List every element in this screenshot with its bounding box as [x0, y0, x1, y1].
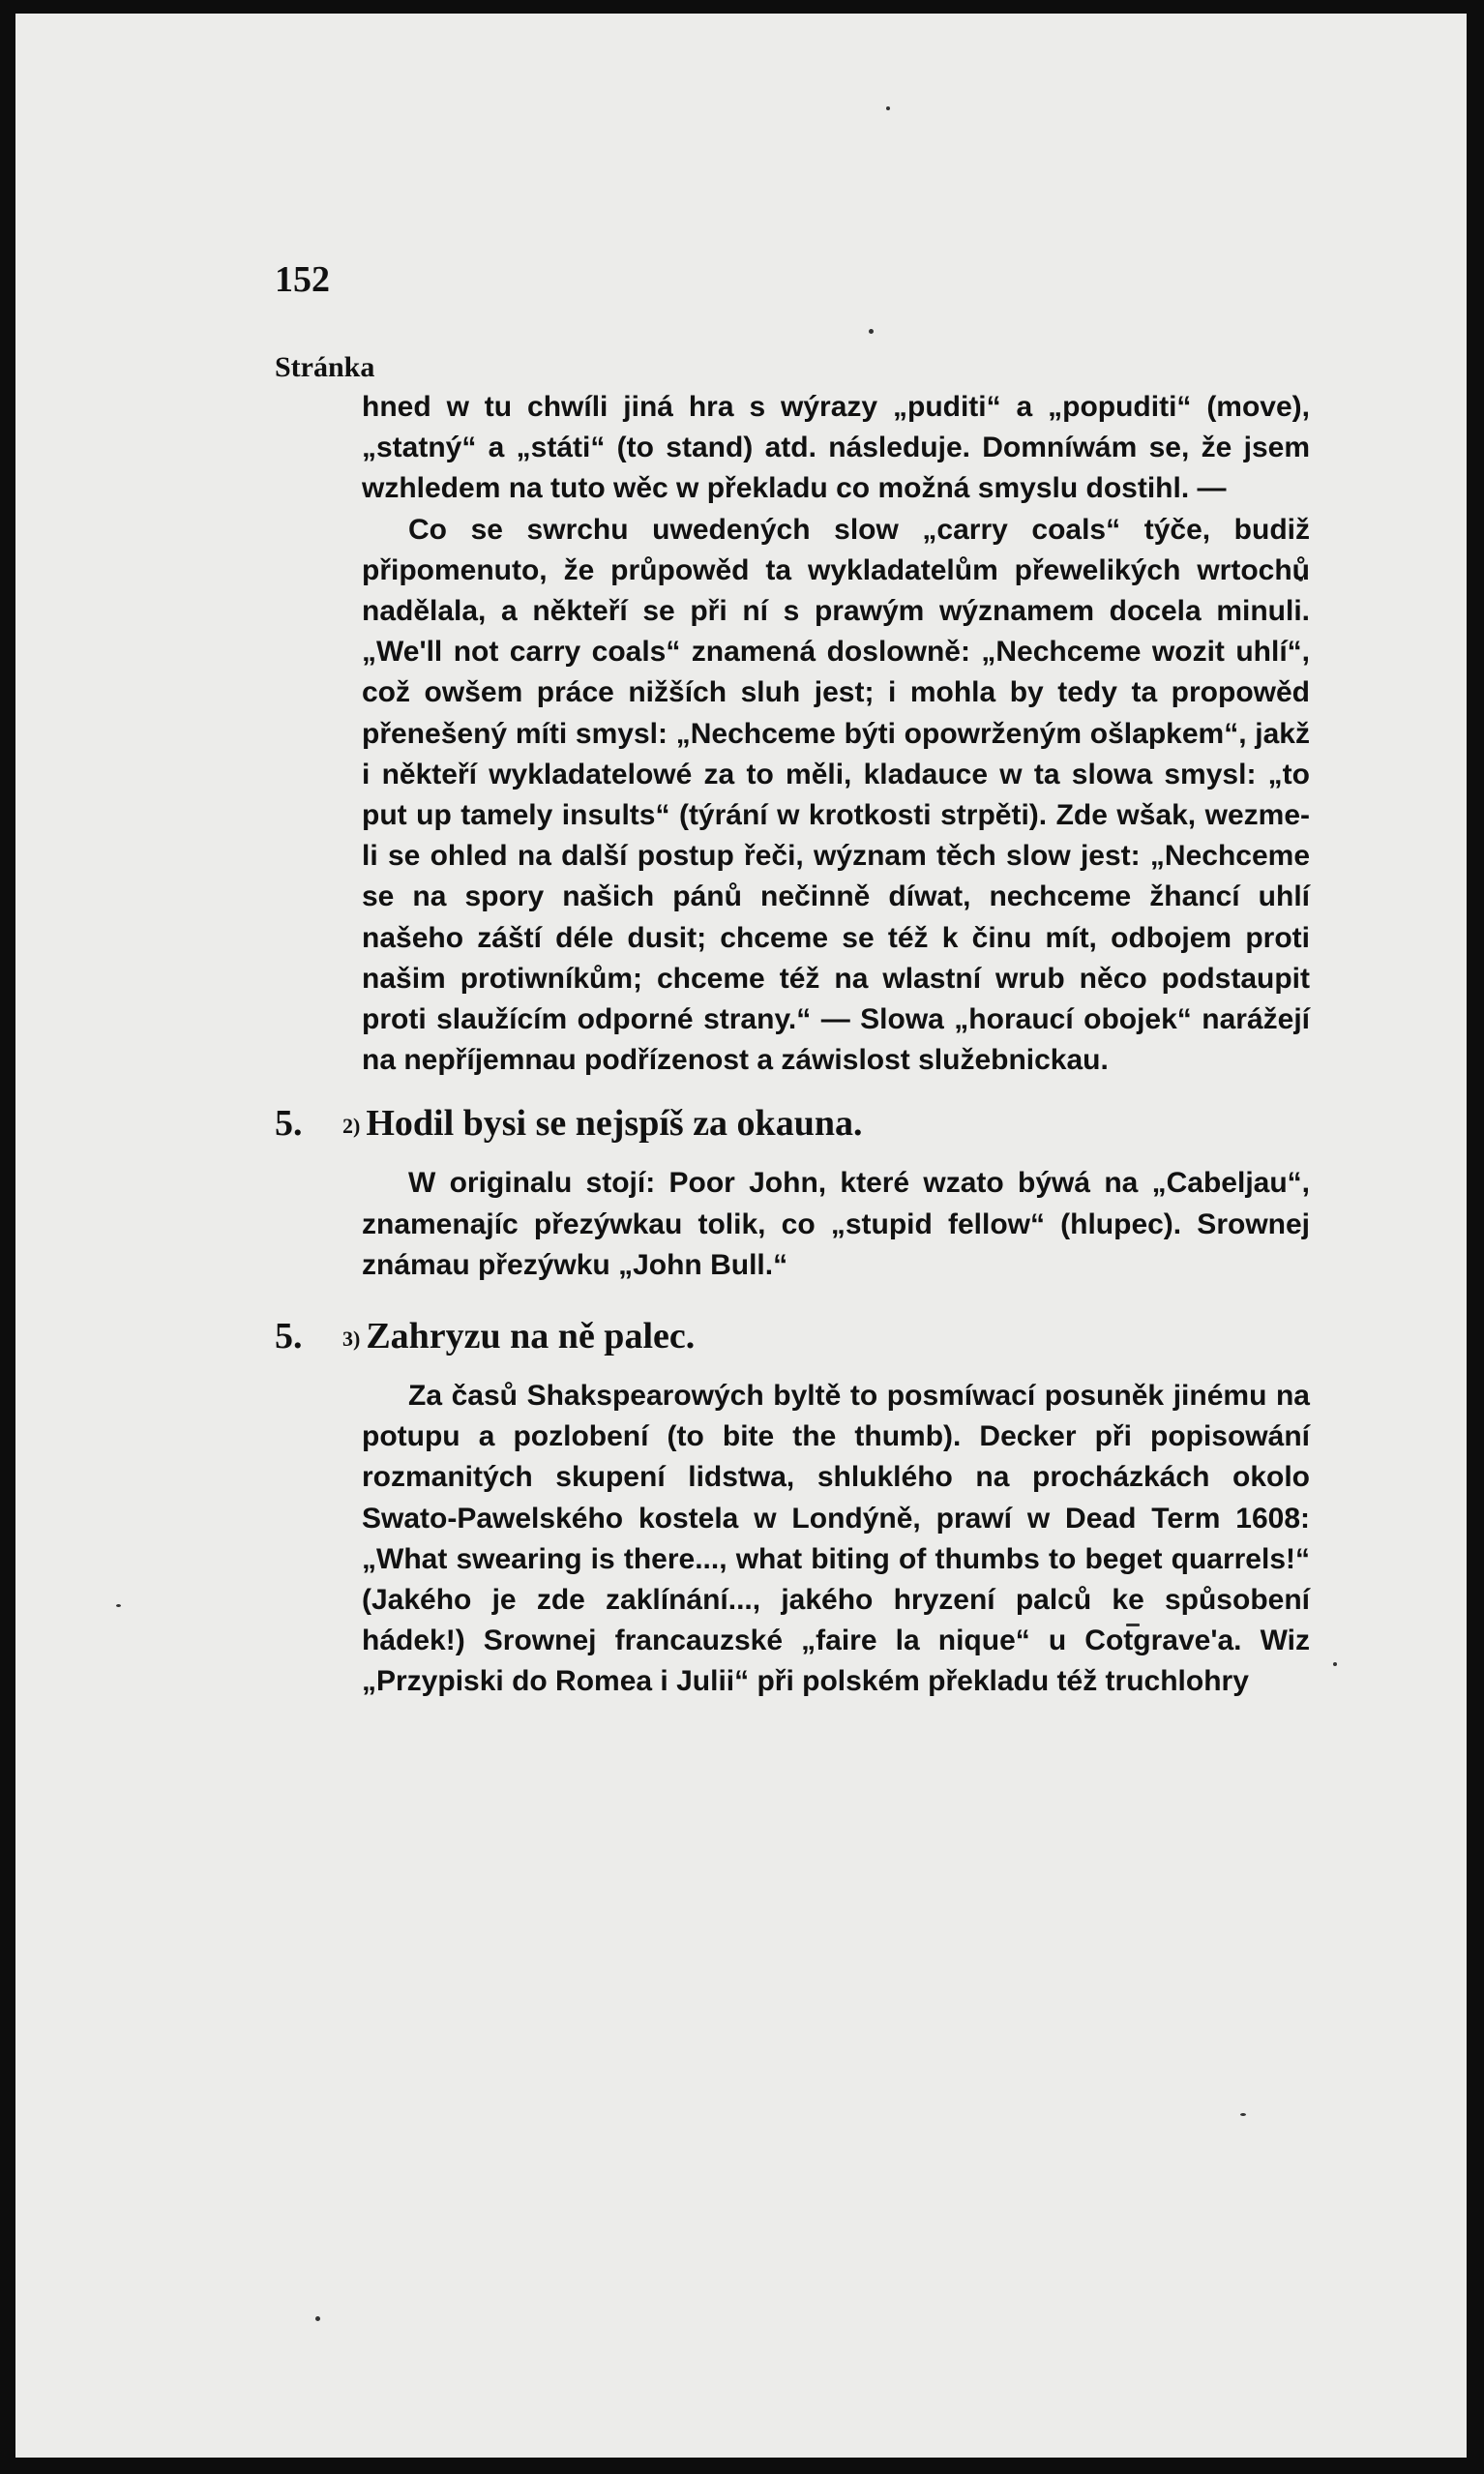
- paragraph-continuation: hned w tu chwíli jiná hra s wýrazy „puditi“ a „popuditi“ (move), „statný“ a „státi“ (to stand) atd. následuje. Domníwám se, že jsem wzhledem na tuto wěc w překladu co možná smyslu dostihl. —: [362, 391, 1310, 505]
- paper-speck: [315, 2316, 320, 2321]
- paper-speck: [116, 1604, 121, 1607]
- book-page: [15, 14, 1467, 2458]
- page-number: 152: [275, 259, 330, 300]
- page-content: [275, 261, 1310, 1703]
- note-heading: [275, 1102, 1310, 1149]
- note-mark: 3): [342, 1326, 361, 1352]
- paper-speck: [1333, 1662, 1337, 1666]
- paper-speck: [886, 106, 890, 110]
- page-label: Stránka: [275, 351, 375, 383]
- note-number: 5.: [275, 1316, 303, 1357]
- note-title: Hodil bysi se nejspíš za okauna.: [366, 1103, 863, 1145]
- note-number: 5.: [275, 1103, 303, 1145]
- note-mark: 2): [342, 1114, 361, 1139]
- note-body: [362, 1376, 1310, 1703]
- commentary-block: [362, 387, 1310, 1081]
- paragraph-carry-coals: Co se swrchu uwedených slow „carry coals“ týče, budiž připomenuto, že průpowěd ta wykladatelům přewelikých wrtochů nadělala, a někteří se při ní s prawým wýznamem docela minuli. „We'll not carry coals“ znamená doslowně: „Nechceme wozit uhlí“, což owšem práce nižších sluh jest; i mohla by tedy ta propowěd přenešený míti smysl: „Nechceme býti opowrženým ošlapkem“, jakž i někteří wykladatelowé za to měli, kladauce w ta slowa smysl: „to put up tamely insults“ (týrání w krotkosti strpěti). Zde wšak, wezme-li se ohled na další postup řeči, wýznam těch slow jest: „Nechceme se na spory našich pánů nečinně díwat, nechceme žhancí uhlí našeho záští déle dusit; chceme se též k činu mít, odbojem proti našim protiwníkům; chceme též na wlastní wrub něco podstaupit proti slaužícím odporné strany.“ — Slowa „horaucí obojek“ narážejí na nepříjemnau podřízenost a záwislost služebnickau.: [362, 513, 1310, 1077]
- note-heading: [275, 1315, 1310, 1362]
- note-text: W originalu stojí: Poor John, které wzato býwá na „Cabeljau“, znamenajíc přezýwkau tolik, co „stupid fellow“ (hlupec). Srownej známau přezýwku „John Bull.“: [362, 1167, 1310, 1281]
- note-body: [362, 1163, 1310, 1286]
- note-text: Za časů Shakspearowých byltě to posmíwací posuněk jinému na potupu a pozlobení (to bite the thumb). Decker při popisowání rozmanitých skupení lidstwa, shluklého na procházkách okolo Swato-Pawelského kostela w Londýně, prawí w Dead Term 1608: „What swearing is there..., what biting of thumbs to beget quarrels!“ (Jakého je zde zaklínání..., jakého hryzení palců ke spůsobení hádek!) Srownej francauzské „faire la nique“ u Cotgrave'a. Wiz „Przypiski do Romea i Julii“ při polském překladu též truchlohry: [362, 1380, 1310, 1698]
- paper-speck: [1240, 2113, 1246, 2116]
- note-title: Zahryzu na ně palec.: [366, 1316, 696, 1357]
